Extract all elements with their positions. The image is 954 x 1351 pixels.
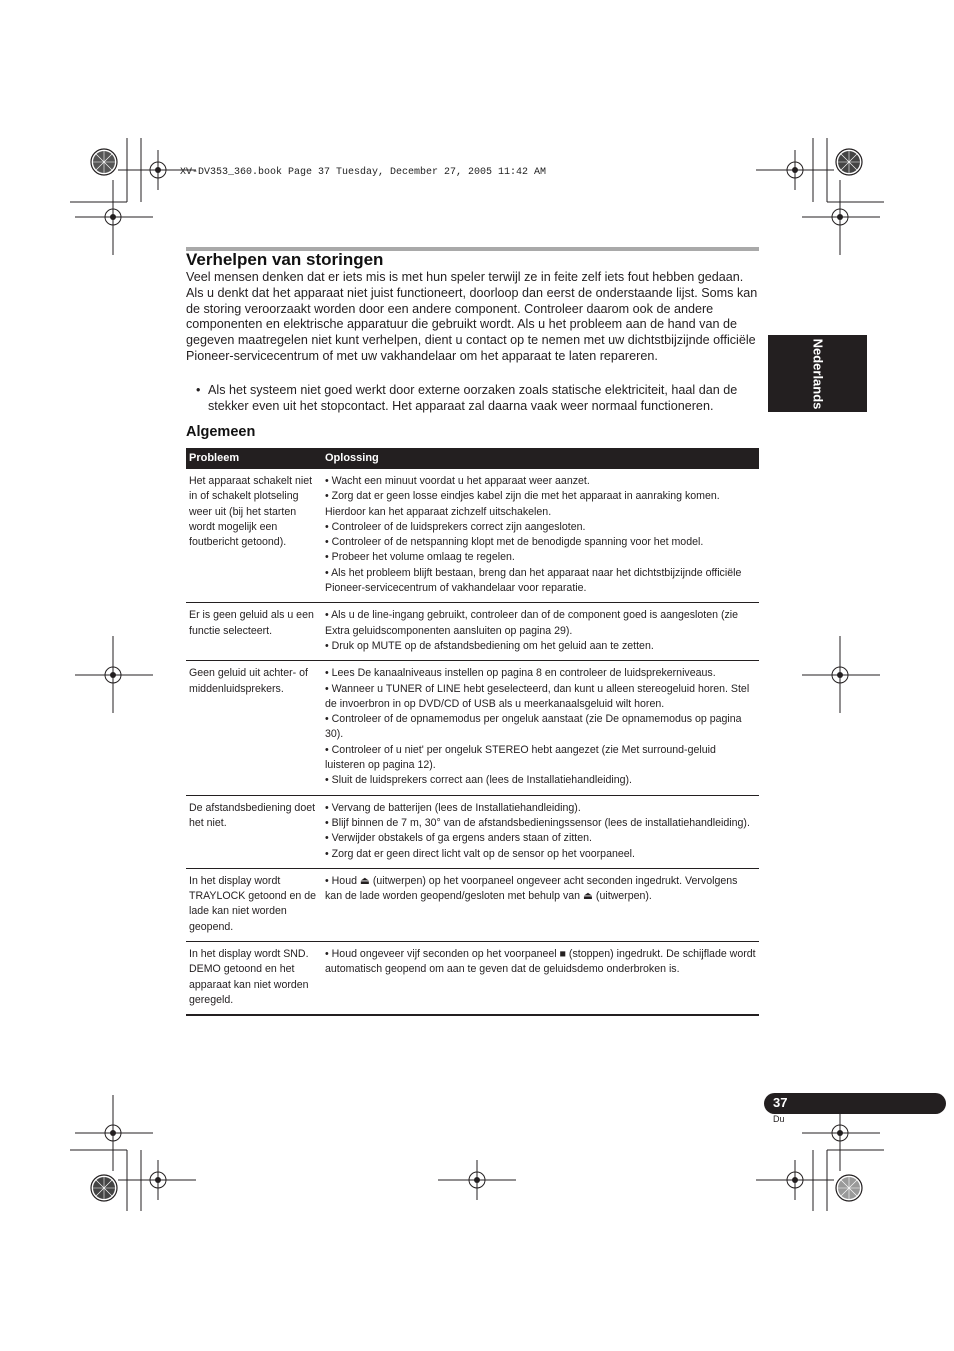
solution-item: • Controleer of u niet' per ongeluk STEREO hebt aangezet (zie Met surround-geluid luisteren op pagina 12). [325, 743, 716, 772]
table-row [186, 469, 759, 603]
table-row [186, 603, 759, 661]
problem-cell: De afstandsbediening doet het niet. [186, 795, 322, 868]
solution-item: • Houd ⏏ (uitwerpen) op het voorpaneel ongeveer acht seconden ingedrukt. Vervolgens kan de lade worden geopend/gesloten met behulp van ⏏ (uitwerpen). [325, 874, 738, 903]
subheading-algemeen: Algemeen [186, 424, 256, 440]
troubleshooting-table [186, 448, 759, 1016]
solution-item: • Blijf binnen de 7 m, 30° van de afstandsbedieningssensor (lees de installatiehandleiding). [325, 816, 750, 829]
solution-item: • Zorg dat er geen direct licht valt op de sensor op het voorpaneel. [325, 847, 635, 860]
solution-item: • Controleer of de netspanning klopt met de benodigde spanning voor het model. [325, 536, 704, 549]
solution-item: • Als u de line-ingang gebruikt, controleer dan of de component goed is aangesloten (zie Extra geluidscomponenten aansluiten op pagina 29). [325, 609, 739, 637]
solution-item: • Sluit de luidsprekers correct aan (lees de Installatiehandleiding). [325, 774, 632, 787]
language-code: Du [773, 1114, 785, 1124]
table-row [186, 661, 759, 795]
page-number: 37 [773, 1095, 788, 1110]
solution-item: • Verwijder obstakels of ga ergens anders staan of zitten. [325, 832, 592, 845]
solution-item: • Wacht een minuut voordat u het apparaat weer aanzet. [325, 475, 590, 487]
solution-cell [322, 795, 759, 868]
problem-cell: Het apparaat schakelt niet in of schakelt plotseling weer uit (bij het starten wordt mogelijk een foutbericht getoond). [186, 469, 322, 603]
solution-item: • Lees De kanaalniveaus instellen op pagina 8 en controleer de luidsprekerniveaus. [325, 667, 716, 680]
language-side-tab [768, 335, 867, 412]
intro-bullet-text: Als het systeem niet goed werkt door externe oorzaken zoals statische elektriciteit, haal dan de stekker even uit het stopcontact. Het apparaat zal daarna vaak weer normaal functioneren. [208, 383, 738, 413]
intro-paragraph: Veel mensen denken dat er iets mis is met hun speler terwijl ze in feite zelf iets fout hebben gedaan. Als u denkt dat het apparaat niet juist functioneert, doorloop dan eerst de onderstaande lijst. Soms kan de storing veroorzaakt worden door een andere component. Controleer daarom ook de andere componenten en elektrische apparatuur die gebruikt wordt. Als u het probleem aan de hand van de gegeven maatregelen niet kunt verhelpen, dient u contact op te nemen met uw dichtstbijzijnde officiële Pioneer-servicecentrum of met uw vakhandelaar om het apparaat te laten repareren. [186, 270, 758, 363]
header-solution: Oplossing [322, 448, 759, 469]
section-title: Verhelpen van storingen [186, 250, 384, 269]
solution-item: • Controleer of de opnamemodus per ongeluk aanstaat (zie De opnamemodus op pagina 30). [325, 713, 742, 741]
problem-cell: In het display wordt SND. DEMO getoond en het apparaat kan niet worden geregeld. [186, 942, 322, 1016]
solution-item: • Druk op MUTE op de afstandsbediening om het geluid aan te zetten. [325, 639, 654, 652]
print-header-line: XV-DV353_360.book Page 37 Tuesday, December 27, 2005 11:42 AM [180, 167, 547, 178]
solution-item: • Wanneer u TUNER of LINE hebt geselecteerd, dan kunt u alleen stereogeluid horen. Stel de invoerbron in op DVD/CD of USB als u meerkanaalsgeluid wilt horen. [325, 682, 750, 710]
solution-item: • Controleer of de luidsprekers correct zijn aangesloten. [325, 520, 586, 533]
solution-cell [322, 868, 759, 941]
solution-item: • Probeer het volume omlaag te regelen. [325, 551, 515, 564]
page-number-badge [764, 1093, 946, 1114]
solution-cell [322, 603, 759, 661]
language-side-tab-label: Nederlands [810, 338, 825, 409]
problem-cell: In het display wordt TRAYLOCK getoond en de lade kan niet worden geopend. [186, 868, 322, 941]
table-header-row [186, 448, 759, 469]
problem-cell: Geen geluid uit achter- of middenluidsprekers. [186, 661, 322, 795]
table-row [186, 942, 759, 1016]
intro-bullet [196, 383, 761, 415]
solution-cell [322, 661, 759, 795]
header-problem: Probleem [186, 448, 322, 469]
solution-cell [322, 942, 759, 1016]
bullet-dot: • [196, 383, 201, 397]
table-row [186, 795, 759, 868]
solution-item: • Als het probleem blijft bestaan, breng dan het apparaat naar het dichtstbijzijnde officiële Pioneer-servicecentrum of vakhandelaar voor reparatie. [325, 566, 742, 595]
solution-item: • Houd ongeveer vijf seconden op het voorpaneel ■ (stoppen) ingedrukt. De schijflade wordt automatisch geopend om aan te geven dat de geluidsdemo onderbroken is. [325, 948, 756, 976]
solution-item: • Zorg dat er geen losse eindjes kabel zijn die met het apparaat in aanraking komen. Hierdoor kan het apparaat zichzelf uitschakelen. [325, 490, 720, 518]
table-row [186, 868, 759, 941]
solution-cell [322, 469, 759, 603]
solution-item: • Vervang de batterijen (lees de Installatiehandleiding). [325, 801, 581, 814]
problem-cell: Er is geen geluid als u een functie selecteert. [186, 603, 322, 661]
